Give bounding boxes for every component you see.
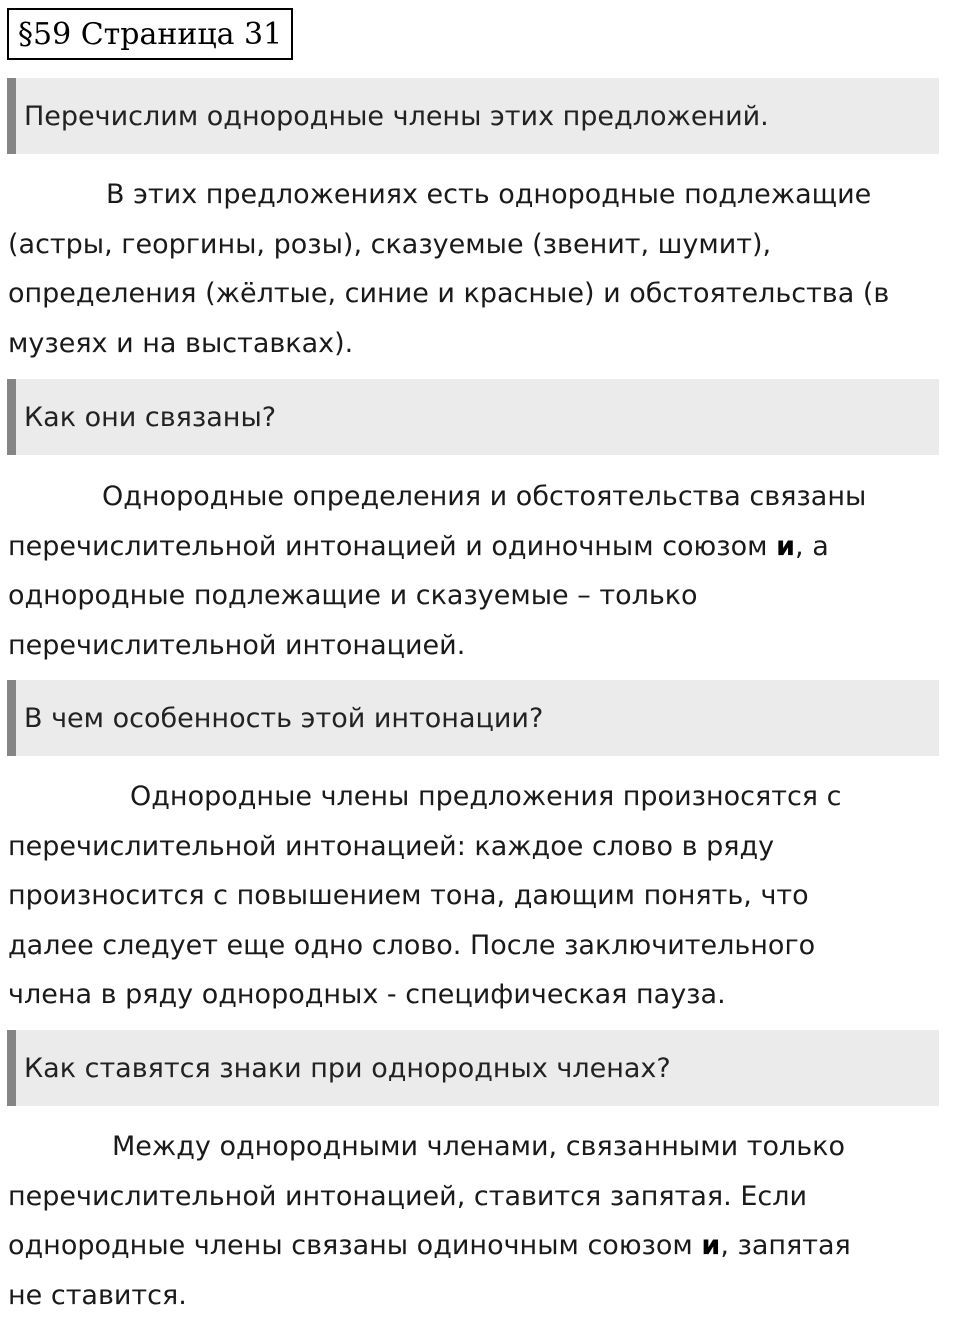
answer-line: произносится с повышением тона, дающим понять, что — [8, 880, 809, 911]
answer-paragraph — [8, 772, 954, 1020]
answer-line: Между однородными членами, связанными только — [112, 1131, 845, 1162]
answer-text: , запятая — [720, 1230, 851, 1261]
answer-line: члена в ряду однородных - специфическая пауза. — [8, 979, 726, 1010]
answer-line — [8, 522, 954, 572]
answer-text: однородные члены связаны одиночным союзом — [8, 1230, 702, 1261]
answer-line: однородные подлежащие и сказуемые – только — [8, 580, 698, 611]
answer-line: Однородные определения и обстоятельства связаны — [102, 481, 867, 512]
bold-conjunction: и — [701, 1230, 721, 1261]
question-text: В чем особенность этой интонации? — [24, 702, 544, 734]
question-bar — [7, 680, 939, 756]
answer-text: перечислительной интонацией и одиночным союзом — [8, 530, 777, 562]
answer-line: перечислительной интонацией: каждое слово в ряду — [8, 830, 775, 862]
answer-line: перечислительной интонацией, ставится запятая. Если — [8, 1180, 808, 1212]
answer-paragraph — [8, 170, 954, 368]
answer-line: определения (жёлтые, синие и красные) и обстоятельства (в — [8, 278, 890, 309]
question-bar — [7, 78, 939, 154]
answer-paragraph — [8, 472, 954, 670]
question-text: Как они связаны? — [24, 401, 277, 433]
answer-line — [8, 1221, 954, 1271]
question-text: Перечислим однородные члены этих предложений. — [24, 100, 769, 132]
question-bar — [7, 379, 939, 455]
answer-line: (астры, георгины, розы), сказуемые (звенит, шумит), — [8, 228, 772, 260]
answer-line: далее следует еще одно слово. После заключительного — [8, 929, 816, 961]
answer-line: не ставится. — [8, 1279, 187, 1311]
question-text: Как ставятся знаки при однородных членах? — [24, 1052, 671, 1084]
question-bar — [7, 1030, 939, 1106]
bold-conjunction: и — [776, 530, 796, 562]
answer-paragraph — [8, 1122, 954, 1320]
page-title: §59 Страница 31 — [7, 8, 293, 60]
answer-text: , а — [795, 530, 829, 562]
answer-line: Однородные члены предложения произносятся с — [130, 781, 842, 812]
answer-line: перечислительной интонацией. — [8, 629, 466, 661]
answer-line: музеях и на выставках). — [8, 327, 354, 359]
answer-line: В этих предложениях есть однородные подлежащие — [106, 179, 872, 210]
